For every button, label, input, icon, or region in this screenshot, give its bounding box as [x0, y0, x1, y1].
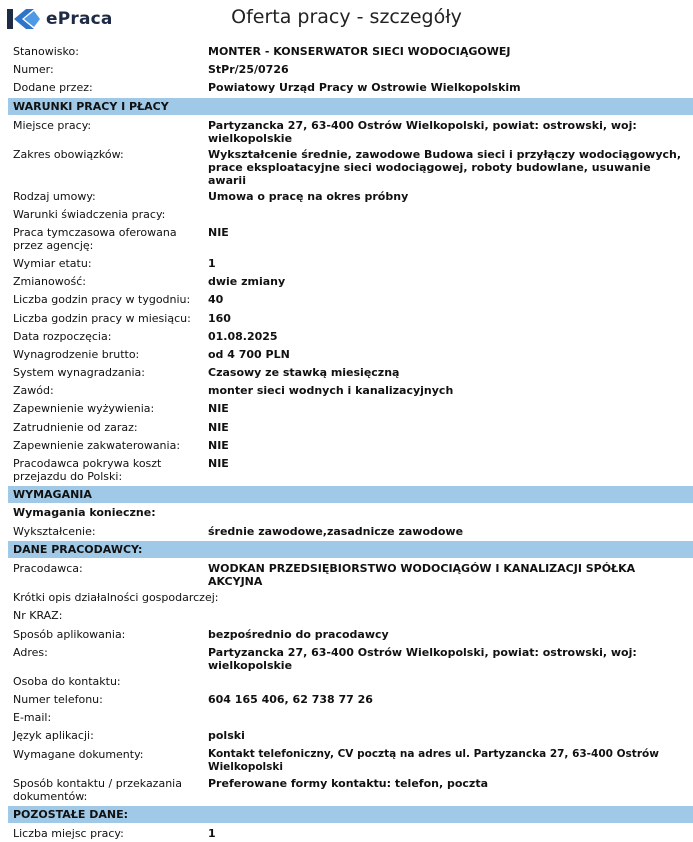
section-header-wymagania: WYMAGANIA [8, 486, 693, 503]
field-value: 01.08.2025 [208, 329, 278, 343]
field-value: 40 [208, 293, 224, 307]
field-label: Pracodawca: [13, 562, 83, 576]
field-label: Praca tymczasowa oferowana przez agencję: [13, 225, 177, 252]
row-zawod [8, 381, 693, 399]
row-koszt-przejazdu [8, 454, 693, 485]
field-label: Zatrudnienie od zaraz: [13, 420, 138, 434]
field-label: Sposób kontaktu / przekazania dokumentów: [13, 776, 182, 803]
row-system-wynagradzania [8, 363, 693, 381]
row-pracodawca [8, 559, 693, 588]
field-label: E-mail: [13, 711, 52, 725]
field-label: Osoba do kontaktu: [13, 674, 121, 688]
field-label: Zawód: [13, 384, 54, 398]
row-liczba-miejsc [8, 824, 693, 842]
field-value: NIE [208, 225, 229, 239]
field-label: Wymagane dokumenty: [13, 747, 144, 761]
row-zatrudnienie-od-zaraz [8, 418, 693, 436]
field-label: Liczba godzin pracy w tygodniu: [13, 293, 191, 307]
row-telefon [8, 690, 693, 708]
field-label: Język aplikacji: [13, 729, 94, 743]
field-value: WODKAN PRZEDSIĘBIORSTWO WODOCIĄGÓW I KANALIZACJI SPÓŁKA AKCYJNA [208, 562, 636, 589]
row-zakwaterowanie [8, 436, 693, 454]
field-label: Adres: [13, 645, 48, 659]
row-praca-tymczasowa [8, 223, 693, 254]
field-value [208, 205, 693, 208]
section-header-pracodawca: DANE PRACODAWCY: [8, 541, 693, 558]
field-value [208, 606, 693, 609]
field-label: Zakres obowiązków: [13, 147, 124, 161]
row-numer [8, 60, 693, 78]
field-label: Nr KRAZ: [13, 609, 63, 623]
subheading-wymagania-konieczne: Wymagania konieczne: [13, 506, 156, 519]
row-warunki-swiadczenia [8, 205, 693, 223]
field-label: Zapewnienie wyżywienia: [13, 402, 155, 416]
row-nr-kraz [8, 606, 693, 624]
section-header-pozostale: POZOSTAŁE DANE: [8, 806, 693, 823]
field-value: Powiatowy Urząd Pracy w Ostrowie Wielkopolskim [208, 81, 521, 95]
field-value [208, 708, 693, 711]
row-miejsce-pracy [8, 116, 693, 145]
field-value: NIE [208, 438, 229, 452]
field-value: Czasowy ze stawką miesięczną [208, 366, 400, 380]
field-label: Numer telefonu: [13, 692, 103, 706]
section-header-warunki: WARUNKI PRACY I PŁACY [8, 98, 693, 115]
field-value: monter sieci wodnych i kanalizacyjnych [208, 384, 454, 398]
field-value: NIE [208, 402, 229, 416]
field-value: od 4 700 PLN [208, 347, 290, 361]
field-label: Zapewnienie zakwaterowania: [13, 438, 181, 452]
row-rodzaj-umowy [8, 187, 693, 205]
row-wynagrodzenie [8, 345, 693, 363]
page-title: Oferta pracy - szczegóły [231, 6, 462, 28]
field-label: Pracodawca pokrywa koszt przejazdu do Polski: [13, 457, 162, 483]
row-email [8, 708, 693, 726]
field-value [268, 588, 693, 591]
row-wymiar-etatu [8, 254, 693, 272]
field-label: Wynagrodzenie brutto: [13, 347, 140, 361]
row-zmianowosc [8, 272, 693, 290]
row-wyksztalcenie [8, 522, 693, 540]
field-label: Warunki świadczenia pracy: [13, 207, 166, 221]
field-value: 1 [208, 256, 216, 270]
field-label: Miejsce pracy: [13, 118, 92, 132]
header [0, 0, 693, 40]
field-value: 1 [208, 826, 216, 840]
field-value: Preferowane formy kontaktu: telefon, poczta [208, 776, 489, 790]
field-value: MONTER - KONSERWATOR SIECI WODOCIĄGOWEJ [208, 45, 511, 58]
field-label: Sposób aplikowania: [13, 627, 126, 641]
field-label: Liczba godzin pracy w miesiącu: [13, 311, 191, 325]
field-label: System wynagradzania: [13, 366, 145, 380]
field-value: polski [208, 729, 245, 743]
field-value: dwie zmiany [208, 275, 286, 289]
field-label: Zmianowość: [13, 275, 86, 289]
field-label: Wymiar etatu: [13, 256, 92, 270]
field-value: Partyzancka 27, 63-400 Ostrów Wielkopolski, powiat: ostrowski, woj: wielkopolskie [208, 645, 637, 672]
row-data-rozpoczecia [8, 327, 693, 345]
field-value: StPr/25/0726 [208, 63, 289, 77]
row-wyzywienie [8, 399, 693, 417]
field-label: Data rozpoczęcia: [13, 329, 112, 343]
row-dodane-przez [8, 78, 693, 96]
field-label: Dodane przez: [13, 81, 93, 95]
field-label: Rodzaj umowy: [13, 189, 96, 203]
row-godziny-tydzien [8, 290, 693, 308]
field-value: NIE [208, 457, 229, 470]
field-value: 604 165 406, 62 738 77 26 [208, 692, 373, 706]
row-wymagane-dokumenty [8, 745, 693, 774]
field-label: Stanowisko: [13, 45, 79, 58]
row-osoba-kontakt [8, 672, 693, 690]
row-adres [8, 643, 693, 672]
row-sposob-kontaktu [8, 774, 693, 805]
field-value: Kontakt telefoniczny, CV pocztą na adres ul. Partyzancka 27, 63-400 Ostrów Wielkopolski [208, 747, 659, 773]
row-opis-dzialalnosci [8, 588, 693, 606]
field-label: Liczba miejsc pracy: [13, 826, 124, 840]
field-value: bezpośrednio do pracodawcy [208, 627, 389, 641]
field-value: Umowa o pracę na okres próbny [208, 189, 409, 203]
row-stanowisko [8, 42, 693, 60]
field-value: średnie zawodowe,zasadnicze zawodowe [208, 525, 464, 538]
field-value: NIE [208, 420, 229, 434]
field-label: Wykształcenie: [13, 525, 96, 538]
field-value: 160 [208, 311, 231, 325]
field-value [208, 672, 693, 675]
field-value: Wykształcenie średnie, zawodowe Budowa sieci i przyłączy wodociągowych, prace eksploatacyjne sieci wodociągowej, roboty budowlane, usuwanie awarii [208, 147, 682, 187]
row-zakres-obowiazkow [8, 145, 693, 187]
field-value: Partyzancka 27, 63-400 Ostrów Wielkopolski, powiat: ostrowski, woj: wielkopolskie [208, 118, 637, 145]
field-label: Krótki opis działalności gospodarczej: [13, 591, 219, 605]
row-jezyk-aplikacji [8, 726, 693, 744]
offer-details [8, 42, 693, 842]
row-sposob-aplikowania [8, 625, 693, 643]
logo-text: ePraca [46, 9, 113, 29]
field-label: Numer: [13, 63, 54, 77]
row-godziny-miesiac [8, 309, 693, 327]
